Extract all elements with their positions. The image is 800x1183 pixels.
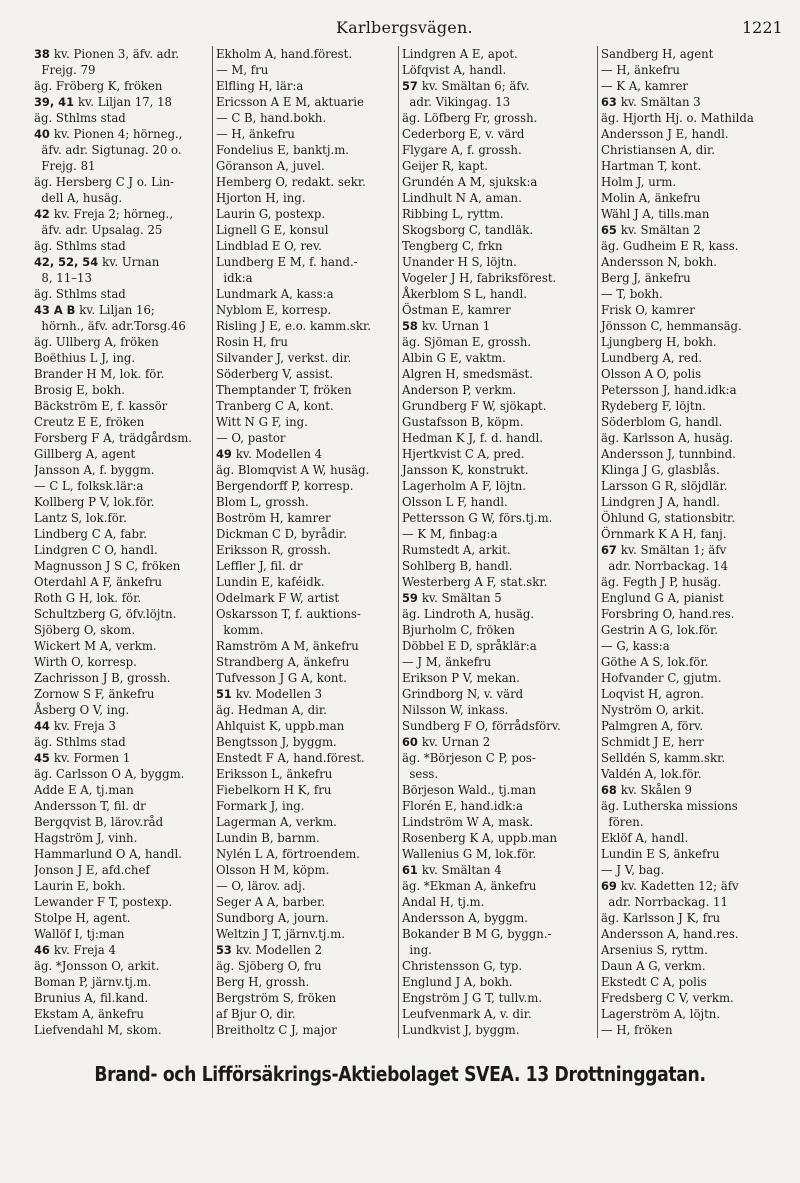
directory-line: Rosin H, fru (216, 335, 288, 349)
directory-line: hörnh., äfv. adr.Torsg.46 (34, 319, 186, 333)
directory-line: adr. Norrbackag. 11 (601, 895, 728, 909)
directory-line: idk:a (216, 271, 253, 285)
directory-line: Hammarlund O A, handl. (34, 847, 182, 861)
directory-line: Pettersson G W, förs.tj.m. (402, 511, 553, 525)
directory-line: Valdén A, lok.för. (601, 767, 702, 781)
directory-line: äg. Sthlms stad (34, 111, 126, 125)
page-number: 1221 (742, 18, 783, 37)
directory-line: äg. Ullberg A, fröken (34, 335, 159, 349)
directory-line: Ekstedt C A, polis (601, 975, 707, 989)
directory-line: Brunius A, fil.kand. (34, 991, 149, 1005)
directory-line: 45 kv. Formen 1 (34, 751, 131, 765)
directory-line: Rydeberg F, löjtn. (601, 399, 706, 413)
directory-line: Wickert M A, verkm. (34, 639, 157, 653)
directory-line: Löfqvist A, handl. (402, 63, 507, 77)
directory-line: adr. Vikingag. 13 (402, 95, 511, 109)
page-header (0, 18, 800, 42)
directory-line: äfv. adr. Upsalag. 25 (34, 223, 163, 237)
directory-line: Lundkvist J, byggm. (402, 1023, 520, 1037)
directory-line: Lindgren C O, handl. (34, 543, 158, 557)
directory-line: Jönsson C, hemmansäg. (601, 319, 742, 333)
directory-line: Oskarsson T, f. auktions- (216, 607, 361, 621)
directory-line: Algren H, smedsmäst. (402, 367, 533, 381)
directory-line: Daun A G, verkm. (601, 959, 706, 973)
directory-line: äg. Hjorth Hj. o. Mathilda (601, 111, 754, 125)
directory-line: 69 kv. Kadetten 12; äfv (601, 879, 739, 893)
directory-line: 42, 52, 54 kv. Urnan (34, 255, 160, 269)
directory-line: — O, lärov. adj. (216, 879, 306, 893)
directory-line: Lagerström A, löjtn. (601, 1007, 721, 1021)
directory-line: Wallöf I, tj:man (34, 927, 125, 941)
directory-line: Rosenberg K A, uppb.man (402, 831, 558, 845)
directory-line: äg. Hedman A, dir. (216, 703, 327, 717)
directory-line: Albin G E, vaktm. (402, 351, 506, 365)
directory-line: Selldén S, kamm.skr. (601, 751, 726, 765)
directory-line: Forsberg F A, trädgårdsm. (34, 431, 193, 445)
directory-line: Gestrin A G, lok.för. (601, 623, 718, 637)
directory-column-4 (597, 46, 790, 1038)
directory-line: äg. Löfberg Fr, grossh. (402, 111, 538, 125)
directory-line: Jansson K, konstrukt. (402, 463, 529, 477)
directory-line: Gustafsson B, köpm. (402, 415, 524, 429)
directory-line: äg. Sthlms stad (34, 287, 126, 301)
directory-line: Åsberg O V, ing. (34, 703, 130, 717)
directory-column-1 (34, 46, 210, 1038)
directory-line: Klinga J G, glasblås. (601, 463, 720, 477)
directory-line: Englund G A, pianist (601, 591, 724, 605)
directory-line: Adde E A, tj.man (34, 783, 134, 797)
directory-line: äg. Sjöman E, grossh. (402, 335, 532, 349)
directory-line: Engström J G T, tullv.m. (402, 991, 543, 1005)
directory-line: 68 kv. Skålen 9 (601, 783, 692, 797)
directory-line: Andersson J E, handl. (601, 127, 729, 141)
directory-line: Andersson T, fil. dr (34, 799, 146, 813)
directory-line: Bäckström E, f. kassör (34, 399, 168, 413)
directory-line: Lignell G E, konsul (216, 223, 329, 237)
directory-line: Döbbel E D, språklär:a (402, 639, 537, 653)
directory-line: komm. (216, 623, 264, 637)
directory-line: Bergström S, fröken (216, 991, 337, 1005)
directory-line: Oterdahl A F, änkefru (34, 575, 163, 589)
directory-line: — K M, finbag:a (402, 527, 498, 541)
directory-line: Cederborg E, v. värd (402, 127, 525, 141)
directory-line: Arsenius S, ryttm. (601, 943, 708, 957)
directory-line: Nyblom E, korresp. (216, 303, 332, 317)
directory-line: äg. Gudheim E R, kass. (601, 239, 739, 253)
directory-line: 67 kv. Smältan 1; äfv (601, 543, 727, 557)
directory-line: Örnmark K A H, fanj. (601, 527, 727, 541)
directory-line: dell A, husäg. (34, 191, 123, 205)
directory-line: Eklöf A, handl. (601, 831, 689, 845)
directory-line: Ekholm A, hand.förest. (216, 47, 353, 61)
directory-line: Fredsberg C V, verkm. (601, 991, 734, 1005)
directory-line: — O, pastor (216, 431, 286, 445)
directory-line: 39, 41 kv. Liljan 17, 18 (34, 95, 172, 109)
directory-line: Schmidt J E, herr (601, 735, 704, 749)
directory-line: Grindborg N, v. värd (402, 687, 524, 701)
directory-line: Eriksson R, grossh. (216, 543, 331, 557)
directory-line: Forsbring O, hand.res. (601, 607, 735, 621)
directory-line: Lindgren J A, handl. (601, 495, 720, 509)
directory-line: Anderson P, verkm. (402, 383, 517, 397)
directory-line: — K A, kamrer (601, 79, 688, 93)
directory-line: Söderberg V, assist. (216, 367, 334, 381)
directory-line: Lindhult N A, aman. (402, 191, 522, 205)
directory-line: 42 kv. Freja 2; hörneg., (34, 207, 174, 221)
directory-line: Andersson N, bokh. (601, 255, 717, 269)
directory-line: Roth G H, lok. för. (34, 591, 142, 605)
directory-line: Andal H, tj.m. (402, 895, 485, 909)
directory-line: Lundberg E M, f. hand.- (216, 255, 358, 269)
directory-line: Berg J, änkefru (601, 271, 691, 285)
directory-line: Andersson A, byggm. (402, 911, 528, 925)
directory-line: Boëthius L J, ing. (34, 351, 136, 365)
directory-line: äg. Karlsson A, husäg. (601, 431, 734, 445)
directory-line: Skogsborg C, tandläk. (402, 223, 534, 237)
directory-line: Frisk O, kamrer (601, 303, 695, 317)
directory-line: Themptander T, fröken (216, 383, 352, 397)
directory-line: Nyström O, arkit. (601, 703, 705, 717)
directory-line: Jansson A, f. byggm. (34, 463, 155, 477)
directory-line: fören. (601, 815, 644, 829)
directory-line: — C B, hand.bokh. (216, 111, 327, 125)
directory-line: äg. Carlsson O A, byggm. (34, 767, 185, 781)
directory-line: äg. Fegth J P, husäg. (601, 575, 722, 589)
directory-line: Östman E, kamrer (402, 303, 511, 317)
directory-line: Lundin E, kaféidk. (216, 575, 325, 589)
directory-line: Gillberg A, agent (34, 447, 136, 461)
directory-line: Schultzberg G, öfv.löjtn. (34, 607, 177, 621)
directory-line: Fondelius E, banktj.m. (216, 143, 350, 157)
directory-line: Bergqvist B, lärov.råd (34, 815, 164, 829)
directory-line: Flygare A, f. grossh. (402, 143, 522, 157)
directory-line: Silvander J, verkst. dir. (216, 351, 352, 365)
directory-line: äg. Blomqvist A W, husäg. (216, 463, 370, 477)
directory-line: Laurin G, postexp. (216, 207, 326, 221)
directory-line: Magnusson J S C, fröken (34, 559, 181, 573)
directory-line: Öhlund G, stationsbitr. (601, 511, 736, 525)
directory-line: Creutz E E, fröken (34, 415, 145, 429)
directory-line: Strandberg A, änkefru (216, 655, 350, 669)
directory-line: 8, 11–13 (34, 271, 92, 285)
directory-line: Zornow S F, änkefru (34, 687, 155, 701)
directory-line: Hartman T, kont. (601, 159, 702, 173)
directory-line: Tufvesson J G A, kont. (216, 671, 347, 685)
directory-line: Kollberg P V, lok.för. (34, 495, 155, 509)
directory-line: Witt N G F, ing. (216, 415, 308, 429)
directory-line: Lantz S, lok.för. (34, 511, 127, 525)
directory-line: Hjorton H, ing. (216, 191, 306, 205)
directory-line: Bokander B M G, byggn.- (402, 927, 552, 941)
directory-line: Lundmark A, kass:a (216, 287, 334, 301)
directory-line: Bergendorff P, korresp. (216, 479, 354, 493)
directory-line: Sjöberg O, skom. (34, 623, 136, 637)
directory-line: Zachrisson J B, grossh. (34, 671, 171, 685)
directory-line: sess. (402, 767, 439, 781)
directory-line: Fiebelkorn H K, fru (216, 783, 332, 797)
directory-line: Risling J E, e.o. kamm.skr. (216, 319, 372, 333)
directory-line: Lagerholm A F, löjtn. (402, 479, 527, 493)
directory-line: äg. Fröberg K, fröken (34, 79, 163, 93)
directory-line: — C L, folksk.lär:a (34, 479, 144, 493)
directory-line: Laurin E, bokh. (34, 879, 126, 893)
directory-line: Molin A, änkefru (601, 191, 701, 205)
directory-line: Hemberg O, redakt. sekr. (216, 175, 366, 189)
directory-line: Sundberg F O, förrådsförv. (402, 719, 561, 733)
directory-line: Westerberg A F, stat.skr. (402, 575, 548, 589)
directory-line: Brander H M, lok. för. (34, 367, 165, 381)
directory-line: Wirth O, korresp. (34, 655, 137, 669)
directory-line: Dickman C D, byrådir. (216, 527, 347, 541)
advertisement-footer: Brand- och Lifförsäkrings-Aktiebolaget SVEA. 13 Drottninggatan. (94, 1062, 706, 1086)
directory-line: Frejg. 79 (34, 63, 96, 77)
directory-line: 61 kv. Smältan 4 (402, 863, 502, 877)
directory-line: 49 kv. Modellen 4 (216, 447, 323, 461)
directory-line: Sundborg A, journ. (216, 911, 329, 925)
directory-line: — J M, änkefru (402, 655, 492, 669)
directory-line: 65 kv. Smältan 2 (601, 223, 701, 237)
directory-line: Englund J A, bokh. (402, 975, 513, 989)
directory-line: Berg H, grossh. (216, 975, 310, 989)
directory-line: Bjurholm C, fröken (402, 623, 515, 637)
directory-line: 38 kv. Pionen 3, äfv. adr. (34, 47, 180, 61)
directory-line: Liefvendahl M, skom. (34, 1023, 162, 1037)
directory-line: Lindgren A E, apot. (402, 47, 518, 61)
directory-line: Lindblad E O, rev. (216, 239, 322, 253)
directory-line: Tengberg C, frkn (402, 239, 503, 253)
directory-line: Ramström A M, änkefru (216, 639, 359, 653)
directory-line: Formark J, ing. (216, 799, 305, 813)
directory-line: 63 kv. Smältan 3 (601, 95, 701, 109)
directory-column-2 (212, 46, 399, 1038)
directory-line: Hofvander C, gjutm. (601, 671, 722, 685)
directory-line: Nylén L A, förtroendem. (216, 847, 360, 861)
directory-line: Tranberg C A, kont. (216, 399, 334, 413)
directory-line: Leufvenmark A, v. dir. (402, 1007, 532, 1021)
directory-line: Erikson P V, mekan. (402, 671, 520, 685)
directory-line: Florén E, hand.idk:a (402, 799, 524, 813)
directory-line: — H, änkefru (601, 63, 680, 77)
directory-line: Enstedt F A, hand.förest. (216, 751, 365, 765)
directory-line: Olsson A O, polis (601, 367, 702, 381)
directory-line: Larsson G R, slöjdlär. (601, 479, 728, 493)
directory-line: Andersson J, tunnbind. (601, 447, 736, 461)
directory-line: Göthe A S, lok.för. (601, 655, 709, 669)
directory-line: äg. Sthlms stad (34, 239, 126, 253)
directory-line: Nilsson W, inkass. (402, 703, 509, 717)
directory-line: Geijer R, kapt. (402, 159, 489, 173)
directory-line: 60 kv. Urnan 2 (402, 735, 491, 749)
directory-line: äg. Sthlms stad (34, 735, 126, 749)
directory-line: — M, fru (216, 63, 269, 77)
directory-line: Jonson J E, afd.chef (34, 863, 150, 877)
directory-line: Petersson J, hand.idk:a (601, 383, 737, 397)
directory-line: 53 kv. Modellen 2 (216, 943, 323, 957)
directory-line: Boman P, järnv.tj.m. (34, 975, 152, 989)
directory-line: — G, kass:a (601, 639, 670, 653)
directory-line: Lewander F T, postexp. (34, 895, 173, 909)
directory-line: Weltzin J T, järnv.tj.m. (216, 927, 345, 941)
directory-line: äfv. adr. Sigtunag. 20 o. (34, 143, 182, 157)
directory-line: af Bjur O, dir. (216, 1007, 296, 1021)
directory-line: Bengtsson J, byggm. (216, 735, 337, 749)
directory-line: — H, änkefru (216, 127, 295, 141)
directory-line: äg. *Börjeson C P, pos- (402, 751, 536, 765)
directory-columns (34, 46, 786, 1038)
directory-line: Hagström J, vinh. (34, 831, 138, 845)
directory-line: Leffler J, fil. dr (216, 559, 303, 573)
directory-line: Vogeler J H, fabriksförest. (402, 271, 557, 285)
directory-line: Palmgren A, förv. (601, 719, 704, 733)
directory-line: Lagerman A, verkm. (216, 815, 337, 829)
directory-line: Lundin E S, änkefru (601, 847, 720, 861)
directory-line: 46 kv. Freja 4 (34, 943, 116, 957)
directory-line: Lundin B, barnm. (216, 831, 320, 845)
directory-line: äg. Sjöberg O, fru (216, 959, 322, 973)
directory-line: Eriksson L, änkefru (216, 767, 333, 781)
directory-line: Boström H, kamrer (216, 511, 331, 525)
directory-column-3 (398, 46, 598, 1038)
directory-line: 43 A B kv. Liljan 16; (34, 303, 155, 317)
directory-line: Ljungberg H, bokh. (601, 335, 717, 349)
directory-line: äg. Lindroth A, husäg. (402, 607, 535, 621)
directory-line: ing. (402, 943, 432, 957)
directory-line: 59 kv. Smältan 5 (402, 591, 502, 605)
directory-line: Lindberg C A, fabr. (34, 527, 148, 541)
directory-line: Unander H S, löjtn. (402, 255, 517, 269)
directory-line: äg. *Jonsson O, arkit. (34, 959, 160, 973)
directory-line: Börjeson Wald., tj.man (402, 783, 536, 797)
directory-line: Sandberg H, agent (601, 47, 714, 61)
directory-line: Odelmark F W, artist (216, 591, 340, 605)
directory-line: Lundberg A, red. (601, 351, 703, 365)
directory-line: 40 kv. Pionen 4; hörneg., (34, 127, 183, 141)
directory-line: Ahlquist K, uppb.man (216, 719, 345, 733)
directory-line: äg. Karlsson J K, fru (601, 911, 721, 925)
directory-line: — J V, bag. (601, 863, 665, 877)
directory-line: äg. Lutherska missions (601, 799, 738, 813)
directory-line: Åkerblom S L, handl. (402, 287, 527, 301)
directory-line: — H, fröken (601, 1023, 673, 1037)
directory-line: Hjertkvist C A, pred. (402, 447, 525, 461)
directory-line: Olsson L F, handl. (402, 495, 508, 509)
directory-line: Ekstam A, änkefru (34, 1007, 144, 1021)
directory-line: Grundén A M, sjuksk:a (402, 175, 538, 189)
directory-line: Sohlberg B, handl. (402, 559, 513, 573)
directory-line: Andersson A, hand.res. (601, 927, 739, 941)
directory-line: — T, bokh. (601, 287, 663, 301)
directory-line: äg. Hersberg C J o. Lin- (34, 175, 175, 189)
directory-line: Göranson A, juvel. (216, 159, 325, 173)
directory-line: Lindström W A, mask. (402, 815, 534, 829)
directory-line: Blom L, grossh. (216, 495, 309, 509)
directory-line: Ribbing L, ryttm. (402, 207, 504, 221)
directory-line: Loqvist H, agron. (601, 687, 704, 701)
page-title: Karlbergsvägen. (336, 18, 473, 37)
directory-line: Hedman K J, f. d. handl. (402, 431, 543, 445)
directory-line: Seger A A, barber. (216, 895, 326, 909)
directory-line: Ericsson A E M, aktuarie (216, 95, 364, 109)
directory-line: 44 kv. Freja 3 (34, 719, 116, 733)
directory-line: Brosig E, bokh. (34, 383, 125, 397)
directory-line: Wähl J A, tills.man (601, 207, 710, 221)
directory-line: adr. Norrbackag. 14 (601, 559, 728, 573)
directory-line: Elfling H, lär:a (216, 79, 304, 93)
directory-line: Grundberg F W, sjökapt. (402, 399, 547, 413)
directory-line: Frejg. 81 (34, 159, 96, 173)
directory-line: Holm J, urm. (601, 175, 677, 189)
directory-line: 51 kv. Modellen 3 (216, 687, 323, 701)
directory-line: Stolpe H, agent. (34, 911, 131, 925)
directory-line: Rumstedt A, arkit. (402, 543, 511, 557)
directory-line: Christensson G, typ. (402, 959, 523, 973)
directory-line: 58 kv. Urnan 1 (402, 319, 491, 333)
directory-line: Breitholtz C J, major (216, 1023, 337, 1037)
directory-line: 57 kv. Smältan 6; äfv. (402, 79, 530, 93)
directory-line: Christiansen A, dir. (601, 143, 715, 157)
directory-line: äg. *Ekman A, änkefru (402, 879, 537, 893)
directory-line: Söderblom G, handl. (601, 415, 723, 429)
directory-line: Olsson H M, köpm. (216, 863, 330, 877)
directory-line: Wallenius G M, lok.för. (402, 847, 537, 861)
